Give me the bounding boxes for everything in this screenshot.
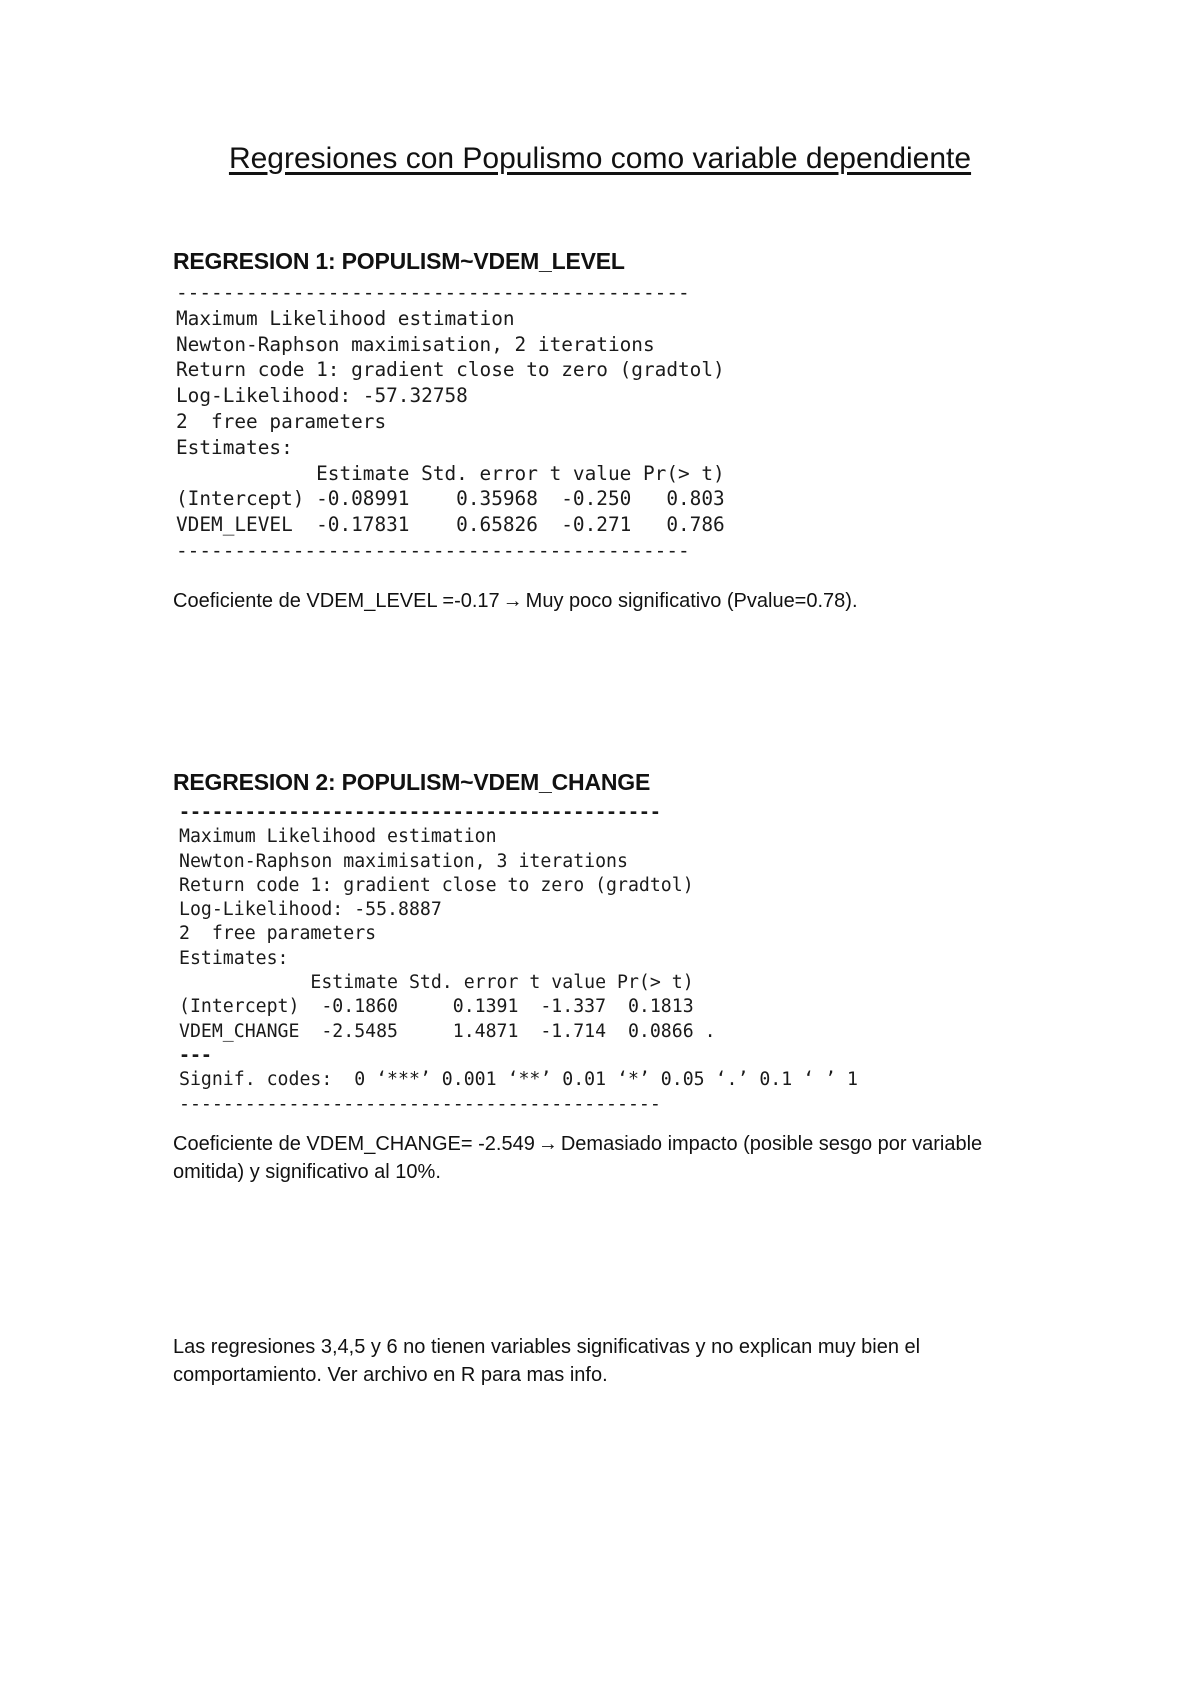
estimates-header: Estimate Std. error t value Pr(> t) [176, 461, 725, 485]
regression-2-output [179, 801, 858, 1117]
output-separator: -------------------------------------------- [179, 1093, 661, 1115]
regression-2-heading: REGRESION 2: POPULISM~VDEM_CHANGE [173, 769, 651, 795]
output-separator: -------------------------------------------- [179, 802, 661, 823]
estimates-row-vdem-level: VDEM_LEVEL -0.17831 0.65826 -0.271 0.786 [176, 513, 725, 537]
estimates-row-intercept: (Intercept) -0.1860 0.1391 -1.337 0.1813 [179, 996, 694, 1018]
output-line: Estimates: [179, 947, 289, 969]
output-line: 2 free parameters [176, 409, 387, 433]
regression-1-output [176, 280, 725, 564]
output-line: Newton-Raphson maximisation, 3 iterations [179, 850, 628, 872]
output-separator: -------------------------------------------- [176, 281, 690, 304]
comment-text: Coeficiente de VDEM_LEVEL =-0.17 [173, 590, 500, 612]
signif-codes: Signif. codes: 0 ‘***’ 0.001 ‘**’ 0.01 ‘*’ 0.05 ‘.’ 0.1 ‘ ’ 1 [179, 1069, 858, 1091]
output-line: Return code 1: gradient close to zero (gradtol) [179, 874, 694, 896]
output-line: 2 free parameters [179, 923, 377, 945]
output-separator-short: --- [179, 1044, 212, 1066]
regression-1-heading: REGRESION 1: POPULISM~VDEM_LEVEL [173, 248, 625, 274]
page-title: Regresiones con Populismo como variable dependiente [228, 142, 972, 175]
output-line: Estimates: [176, 435, 293, 459]
estimates-header: Estimate Std. error t value Pr(> t) [179, 972, 694, 994]
arrow-right-icon: → [537, 1133, 558, 1155]
estimates-row-vdem-change: VDEM_CHANGE -2.5485 1.4871 -1.714 0.0866 . [179, 1020, 716, 1042]
output-line: Return code 1: gradient close to zero (gradtol) [176, 358, 725, 382]
comment-text: Demasiado impacto (posible sesgo por variable omitida) y significativo al 10%. [173, 1133, 983, 1183]
comment-text: Coeficiente de VDEM_CHANGE= -2.549 [173, 1133, 535, 1155]
output-separator: -------------------------------------------- [176, 538, 690, 562]
regression-2-comment [173, 1130, 1053, 1186]
regression-1-comment [173, 587, 1053, 615]
output-line: Newton-Raphson maximisation, 2 iterations [176, 332, 655, 356]
output-line: Maximum Likelihood estimation [179, 826, 497, 848]
closing-paragraph: Las regresiones 3,4,5 y 6 no tienen variables significativas y no explican muy bien el comportamiento. Ver archivo en R para mas info. [173, 1336, 921, 1386]
comment-text: Muy poco significativo (Pvalue=0.78). [525, 590, 858, 612]
output-line: Log-Likelihood: -57.32758 [176, 384, 468, 408]
estimates-row-intercept: (Intercept) -0.08991 0.35968 -0.250 0.803 [176, 487, 725, 511]
output-line: Maximum Likelihood estimation [176, 306, 515, 330]
output-line: Log-Likelihood: -55.8887 [179, 899, 442, 921]
arrow-right-icon: → [502, 590, 523, 612]
